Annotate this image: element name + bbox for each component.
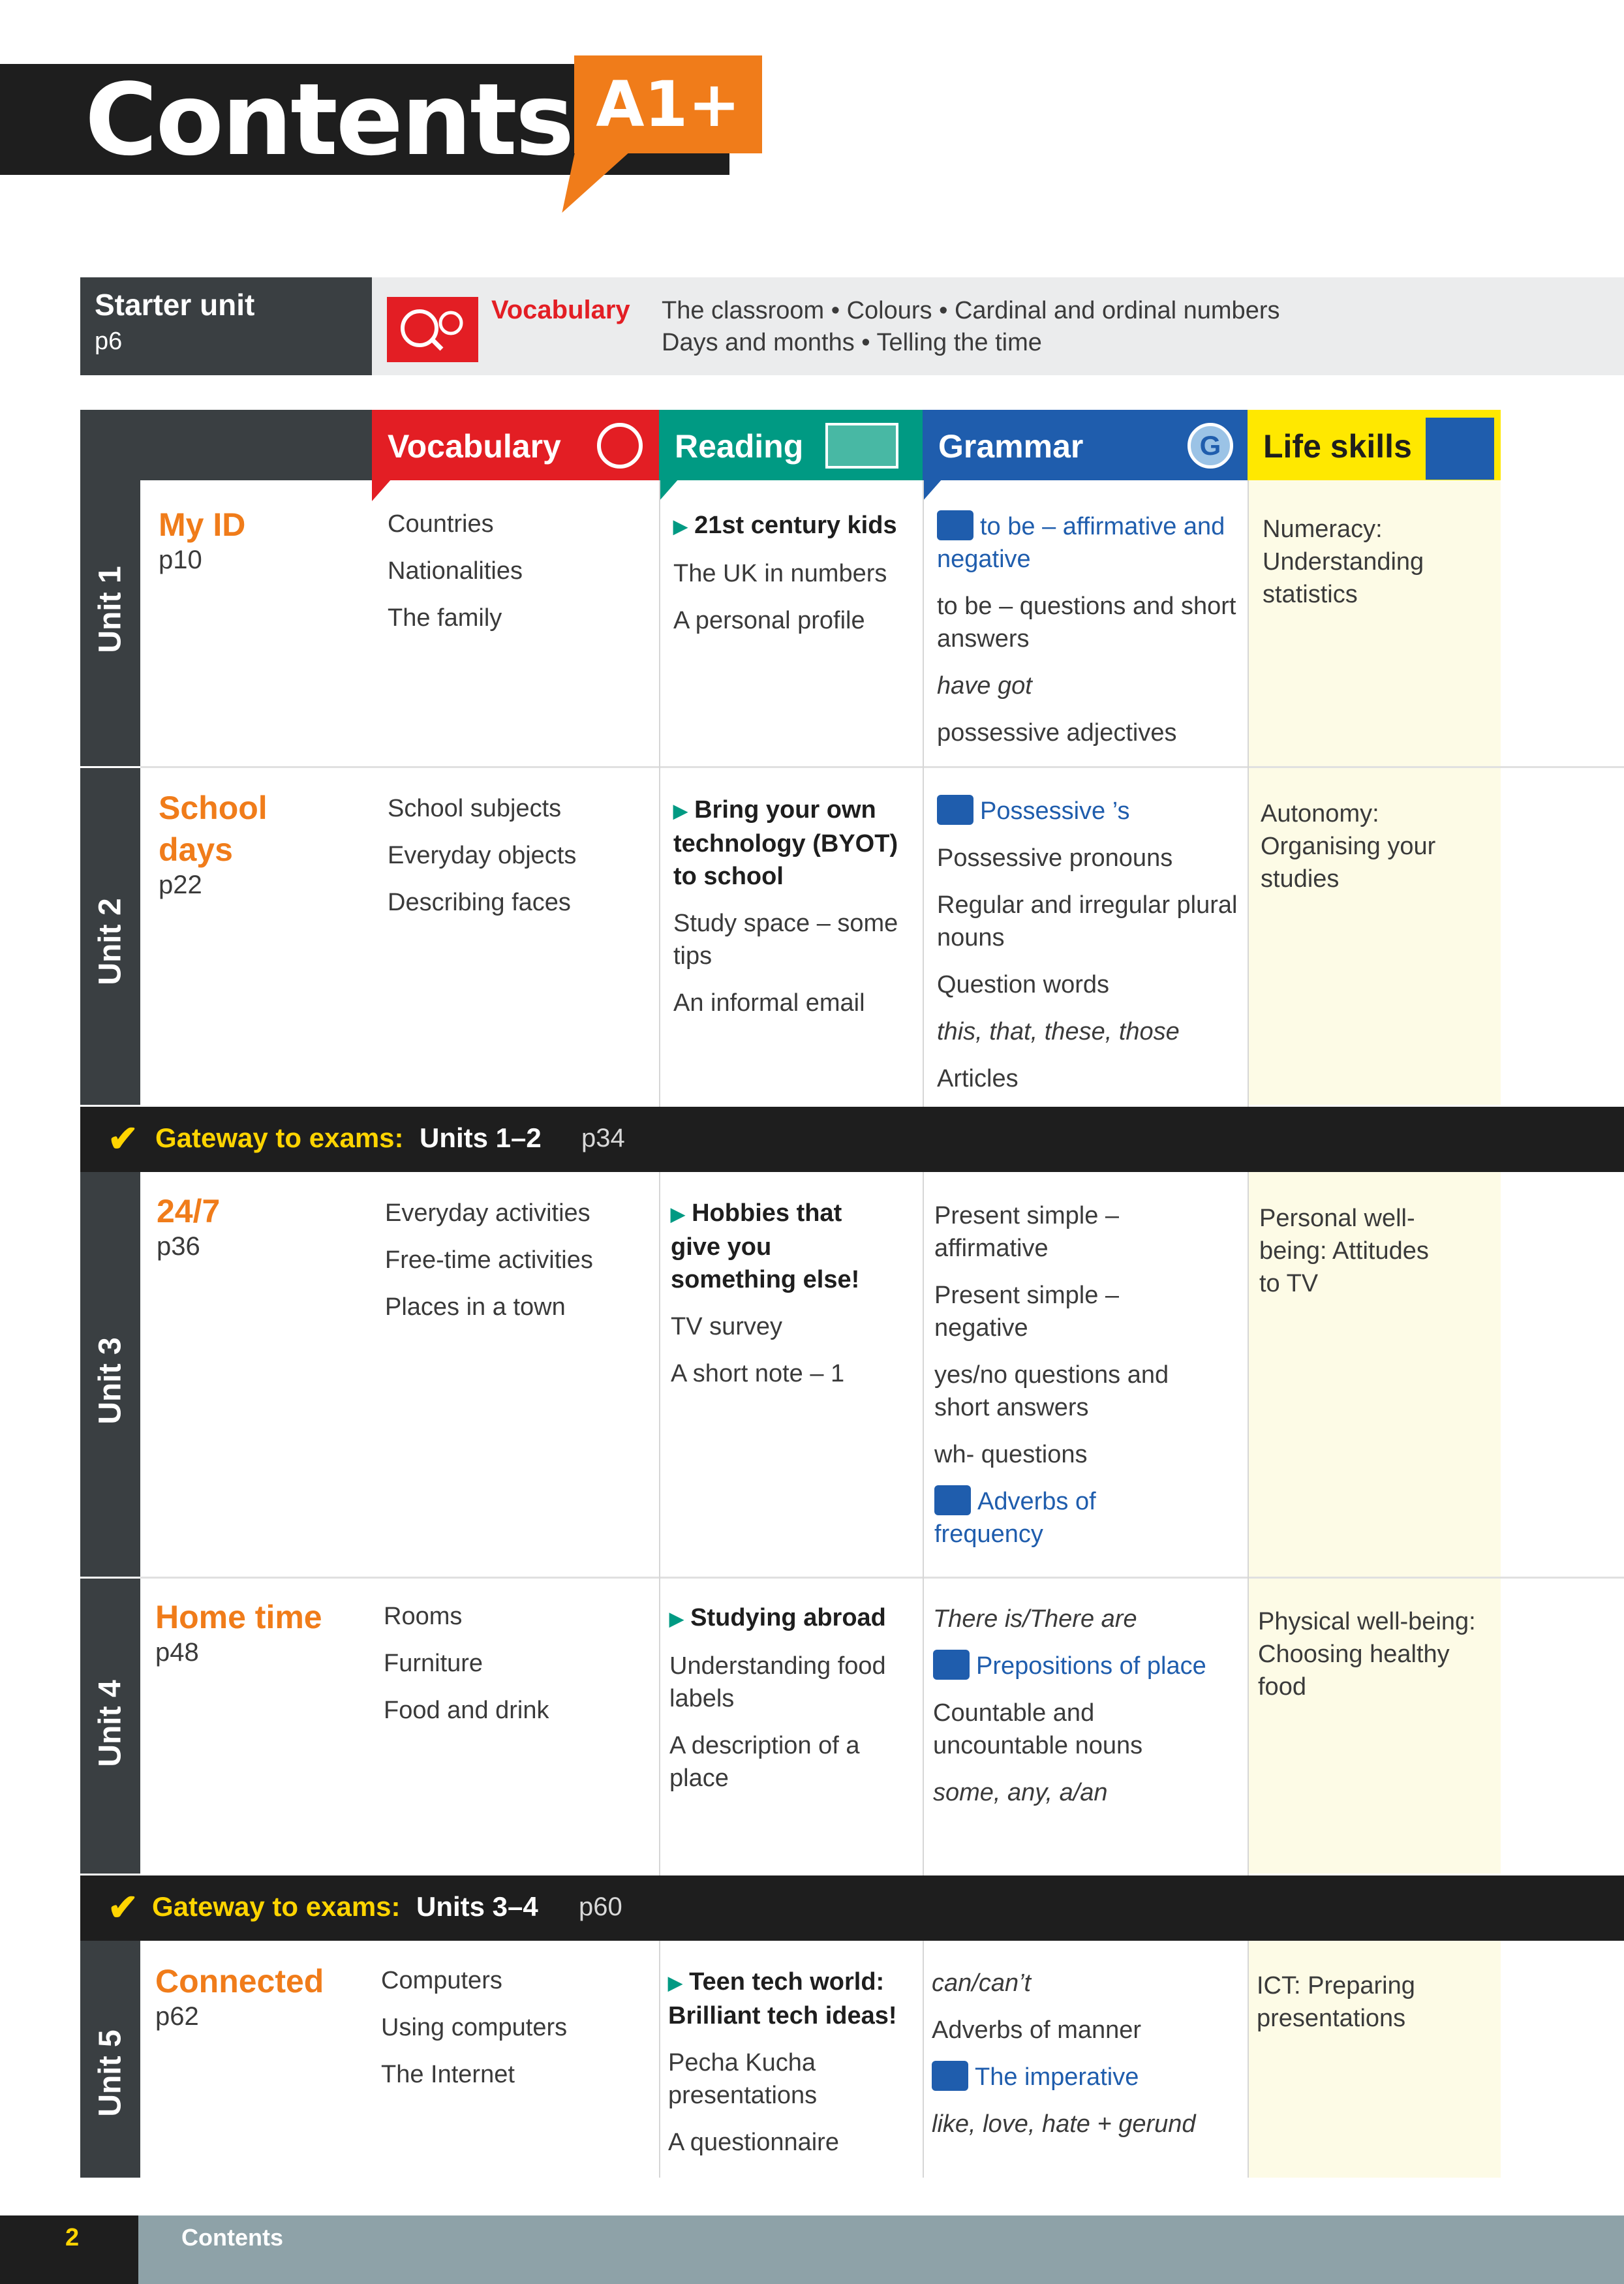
unit-2-label: Unit 2 — [93, 898, 128, 985]
list-item: TV survey — [671, 1312, 783, 1340]
list-item: The imperative — [932, 2061, 1232, 2093]
video-play-icon: ▶ — [673, 800, 688, 821]
list-item: School subjects — [388, 795, 562, 822]
list-item: Furniture — [384, 1650, 483, 1677]
unit-5-label: Unit 5 — [93, 2029, 128, 2117]
list-item: Possessive ’s — [937, 795, 1244, 827]
list-item: have got — [937, 672, 1032, 700]
unit-4-label: Unit 4 — [93, 1680, 128, 1767]
footer-bar — [138, 2215, 1624, 2284]
list-item: The Internet — [381, 2061, 515, 2088]
list-item: ▶ Teen tech world: Brilliant tech ideas! — [668, 1968, 897, 2029]
list-item: There is/There are — [933, 1605, 1137, 1633]
starter-unit-page: p6 — [95, 328, 123, 355]
list-item: ▶ Studying abroad — [669, 1604, 886, 1631]
unit-2-heading — [159, 787, 328, 900]
header-tail-vocabulary — [372, 479, 391, 501]
list-item: Present simple – affirmative — [934, 1202, 1120, 1262]
list-item: Places in a town — [385, 1293, 566, 1321]
gateway-bar-1 — [80, 1107, 1624, 1172]
list-item: Adverbs of manner — [932, 2016, 1142, 2044]
list-item: possessive adjectives — [937, 719, 1177, 747]
list-item: Free-time activities — [385, 1246, 593, 1274]
list-item: Everyday activities — [385, 1199, 590, 1227]
list-item: Food and drink — [384, 1697, 549, 1724]
list-item: The family — [388, 604, 502, 632]
unit-4-sidebar — [80, 1579, 140, 1874]
list-item: Possessive pronouns — [937, 844, 1173, 872]
book-icon — [825, 423, 898, 469]
unit-1-grammar — [937, 510, 1244, 764]
unit-title: 24/7 — [157, 1193, 221, 1229]
unit-1-heading — [159, 504, 361, 575]
flipped-classroom-video-icon — [932, 2061, 968, 2091]
starter-vocabulary-line-1: The classroom • Colours • Cardinal and ordinal numbers — [662, 297, 1280, 324]
list-item: Understanding food labels — [669, 1652, 886, 1712]
list-item: Prepositions of place — [933, 1650, 1220, 1682]
list-item: Using computers — [381, 2014, 568, 2041]
column-divider — [1248, 1941, 1249, 2178]
list-item: ▶ Hobbies that give you something else! — [671, 1199, 860, 1293]
unit-5-vocabulary — [381, 1964, 642, 2105]
unit-title: Connected — [155, 1963, 324, 1999]
list-item: Everyday objects — [388, 842, 577, 869]
list-item: Articles — [937, 1065, 1019, 1092]
column-divider — [923, 1172, 924, 1875]
clapperboard-icon — [1426, 418, 1494, 480]
unit-5-sidebar — [80, 1941, 140, 2178]
level-badge-text: A1+ — [596, 68, 741, 141]
list-item: A description of a place — [669, 1731, 860, 1792]
unit-page: p10 — [159, 546, 202, 574]
footer-page-number: 2 — [65, 2224, 80, 2251]
flipped-classroom-video-icon — [933, 1650, 970, 1680]
unit-2-life-skills: Autonomy: Organising your studies — [1261, 800, 1436, 893]
list-item: Question words — [937, 971, 1110, 998]
list-item: ▶ Bring your own technology (BYOT) to school — [673, 796, 898, 890]
list-item: can/can’t — [932, 1969, 1032, 1997]
gateway-units: Units 3–4 — [416, 1891, 538, 1922]
unit-4-heading — [155, 1596, 371, 1667]
column-divider — [659, 1172, 660, 1875]
starter-vocabulary-label: Vocabulary — [491, 296, 630, 324]
gateway-label: Gateway to exams: — [152, 1891, 401, 1922]
unit-1-life-skills: Numeracy: Understanding statistics — [1263, 516, 1424, 608]
list-item: Study space – some tips — [673, 909, 898, 970]
list-item: A questionnaire — [668, 2128, 839, 2156]
column-header-life-skills: Life skills — [1248, 410, 1501, 480]
gateway-label: Gateway to exams: — [155, 1122, 404, 1153]
footer-label: Contents — [181, 2224, 283, 2251]
starter-unit-label: Starter unit — [95, 288, 255, 322]
unit-2-grammar — [937, 795, 1244, 1109]
column-divider — [1248, 1172, 1249, 1875]
unit-4-life-skills: Physical well-being: Choosing healthy food — [1258, 1608, 1476, 1701]
gateway-page: p60 — [579, 1892, 622, 1921]
grammar-g-icon: G — [1187, 423, 1233, 469]
page-title: Contents — [85, 62, 573, 177]
unit-4-vocabulary — [384, 1600, 645, 1741]
column-divider — [659, 480, 660, 1107]
unit-1-reading — [673, 509, 921, 651]
header-corner — [80, 410, 372, 480]
list-item: An informal email — [673, 989, 865, 1017]
unit-5-life-skills: ICT: Preparing presentations — [1257, 1972, 1415, 2032]
header-tail-grammar — [923, 479, 942, 501]
header-tail-reading — [659, 479, 679, 501]
unit-3-grammar — [934, 1199, 1195, 1565]
unit-3-label: Unit 3 — [93, 1337, 128, 1425]
unit-5-heading — [155, 1960, 371, 2031]
list-item: Pecha Kucha presentations — [668, 2048, 818, 2109]
checkmark-icon: ✔ — [108, 1118, 138, 1159]
list-item: wh- questions — [934, 1441, 1088, 1468]
list-item: like, love, hate + gerund — [932, 2110, 1196, 2138]
list-item: Present simple – negative — [934, 1282, 1120, 1342]
unit-page: p48 — [155, 1638, 199, 1667]
unit-3-reading — [671, 1197, 893, 1404]
column-divider — [923, 1941, 924, 2178]
list-item: to be – affirmative and negative — [937, 510, 1244, 576]
flipped-classroom-video-icon — [937, 510, 973, 540]
video-play-icon: ▶ — [668, 1972, 682, 1993]
column-header-vocabulary: Vocabulary — [372, 410, 659, 480]
video-play-icon: ▶ — [673, 516, 688, 536]
list-item: yes/no questions and short answers — [934, 1361, 1169, 1421]
starter-unit-strip — [372, 277, 1624, 375]
list-item: to be – questions and short answers — [937, 593, 1236, 653]
column-divider — [923, 480, 924, 1107]
video-play-icon: ▶ — [671, 1203, 685, 1224]
list-item: Adverbs of frequency — [934, 1485, 1195, 1551]
list-item: Countable and uncountable nouns — [933, 1699, 1143, 1759]
flipped-classroom-video-icon — [934, 1485, 971, 1515]
list-item: Describing faces — [388, 889, 571, 916]
unit-1-vocabulary — [388, 508, 649, 649]
column-header-grammar: Grammar — [923, 410, 1248, 480]
unit-3-sidebar — [80, 1172, 140, 1577]
unit-2-reading — [673, 794, 915, 1034]
starter-vocabulary-line-2: Days and months • Telling the time — [662, 329, 1042, 356]
unit-1-label: Unit 1 — [93, 566, 128, 653]
list-item: The UK in numbers — [673, 559, 887, 587]
list-item: Regular and irregular plural nouns — [937, 891, 1238, 951]
gateway-page: p34 — [581, 1124, 625, 1152]
list-item: Rooms — [384, 1603, 463, 1630]
column-divider — [659, 1941, 660, 2178]
unit-5-grammar — [932, 1967, 1232, 2155]
unit-page: p22 — [159, 871, 202, 899]
unit-title: Home time — [155, 1599, 322, 1635]
unit-4-reading — [669, 1601, 917, 1809]
unit-1-sidebar — [80, 480, 140, 766]
unit-5-reading — [668, 1966, 910, 2173]
unit-3-vocabulary — [385, 1197, 646, 1338]
unit-3-heading — [157, 1190, 352, 1261]
unit-4-grammar — [933, 1603, 1220, 1823]
list-item: this, that, these, those — [937, 1018, 1180, 1045]
list-item: Computers — [381, 1967, 502, 1994]
unit-2-vocabulary — [388, 792, 649, 933]
list-item: ▶ 21st century kids — [673, 512, 897, 539]
unit-title: My ID — [159, 506, 246, 543]
unit-page: p62 — [155, 2002, 199, 2031]
magnifier-icon — [597, 423, 643, 469]
list-item: Nationalities — [388, 557, 523, 585]
list-item: some, any, a/an — [933, 1779, 1108, 1806]
gateway-bar-2 — [80, 1875, 1624, 1941]
checkmark-icon: ✔ — [108, 1887, 138, 1928]
unit-page: p36 — [157, 1232, 200, 1261]
list-item: A short note – 1 — [671, 1359, 845, 1387]
column-header-reading: Reading — [659, 410, 923, 480]
column-divider — [1248, 480, 1249, 1107]
vocabulary-magnifier-icon — [387, 297, 478, 362]
unit-2-sidebar — [80, 768, 140, 1105]
list-item: Countries — [388, 510, 494, 538]
unit-3-life-skills: Personal well-being: Attitudes to TV — [1259, 1205, 1429, 1297]
unit-title: School days — [159, 790, 268, 868]
gateway-units: Units 1–2 — [420, 1122, 542, 1153]
flipped-classroom-video-icon — [937, 795, 973, 825]
list-item: A personal profile — [673, 606, 865, 634]
video-play-icon: ▶ — [669, 1608, 684, 1629]
